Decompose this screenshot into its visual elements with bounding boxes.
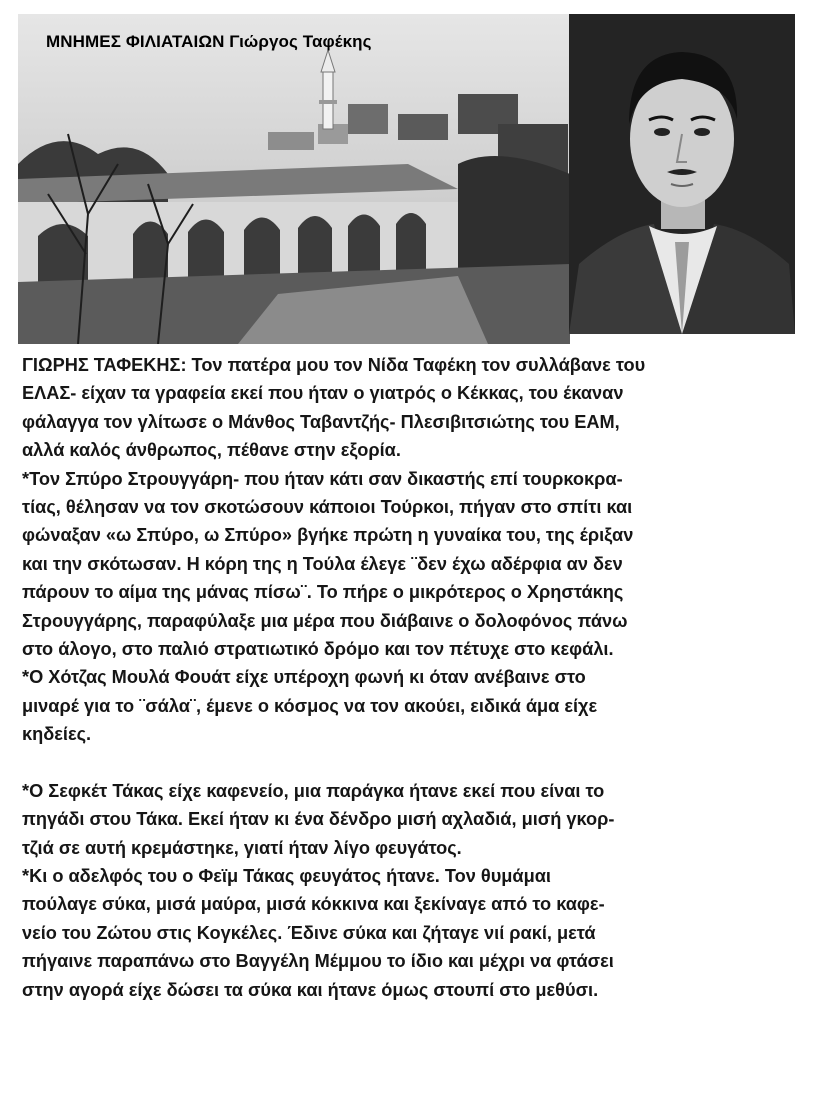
paragraph-spacer (22, 749, 802, 777)
portrait-photo (569, 14, 795, 334)
paragraph-hotzas: *Ο Χότζας Μουλά Φουάτ είχε υπέροχη φωνή κι όταν ανέβαινε στο μιναρέ για το ¨σάλα¨, έμενε ο κόσμος να τον ακούει, ειδικά άμα είχε κηδείες. (22, 667, 598, 745)
paragraph-sefket-takas: *Ο Σεφκέτ Τάκας είχε καφενείο, μια παράγκα ήτανε εκεί που είναι το πηγάδι στου Τάκα. Εκεί ήταν κι ένα δένδρο μισή αχλαδιά, μισή γκορ- τζιά σε αυτή κρεμάστηκε, γιατί ήταν λίγο φευγάτος. (22, 780, 615, 858)
paragraph-strougaris: *Τον Σπύρο Στρουγγάρη- που ήταν κάτι σαν δικαστής επί τουρκοκρα- τίας, θέλησαν να τον σκοτώσουν κάποιοι Τούρκοι, πήγαν στο σπίτι και φώναξαν «ω Σπύρο, ω Σπύρο» βγήκε πρώτη η γυναίκα του, της έριξαν και την σκότωσαν. Η κόρη της η Τούλα έλεγε ¨δεν έχω αδέρφια αν δεν πάρουν το αίμα της μάνας πίσω¨. Το πήρε ο μικρότερος ο Χρηστάκης Στρουγγάρης, παραφύλαξε μια μέρα που διάβαινε ο δολοφόνος πάνω στο άλογο, στο παλιό στρατιωτικό δρόμο και τον πέτυχε στο κεφάλι. (22, 468, 634, 660)
paragraph-feim-takas: *Κι ο αδελφός του ο Φεϊμ Τάκας φευγάτος ήτανε. Τον θυμάμαι πούλαγε σύκα, μισά μαύρα, μισά κόκκινα και ξεκίναγε από το καφε- νείο του Ζώτου στις Κογκέλες. Έδινε σύκα και ζήταγε νιί ρακί, μετά πήγαινε παραπάνω στο Βαγγέλη Μέμμου το ίδιο και μέχρι να φτάσει στην αγορά είχε δώσει τα σύκα και ήτανε όμως στουπί στο μεθύσι. (22, 865, 614, 1000)
town-mosque-photo (18, 14, 570, 344)
paragraph-tafekis-arrest: ΓΙΩΡΗΣ ΤΑΦΕΚΗΣ: Τον πατέρα μου τον Νίδα Ταφέκη τον συλλάβανε του ΕΛΑΣ- είχαν τα γραφεία εκεί που ήταν ο γιατρός ο Κέκκας, του έκαναν φάλαγγα τον γλίτωσε ο Μάνθος Ταβαντζής- Πλεσιβιτσιώτης του ΕΑΜ, αλλά καλός άνθρωπος, πέθανε στην εξορία. (22, 355, 646, 461)
article-body (22, 351, 802, 1004)
page-title: ΜΝΗΜΕΣ ΦΙΛΙΑΤΑΙΩΝ Γιώργος Ταφέκης (46, 32, 372, 51)
